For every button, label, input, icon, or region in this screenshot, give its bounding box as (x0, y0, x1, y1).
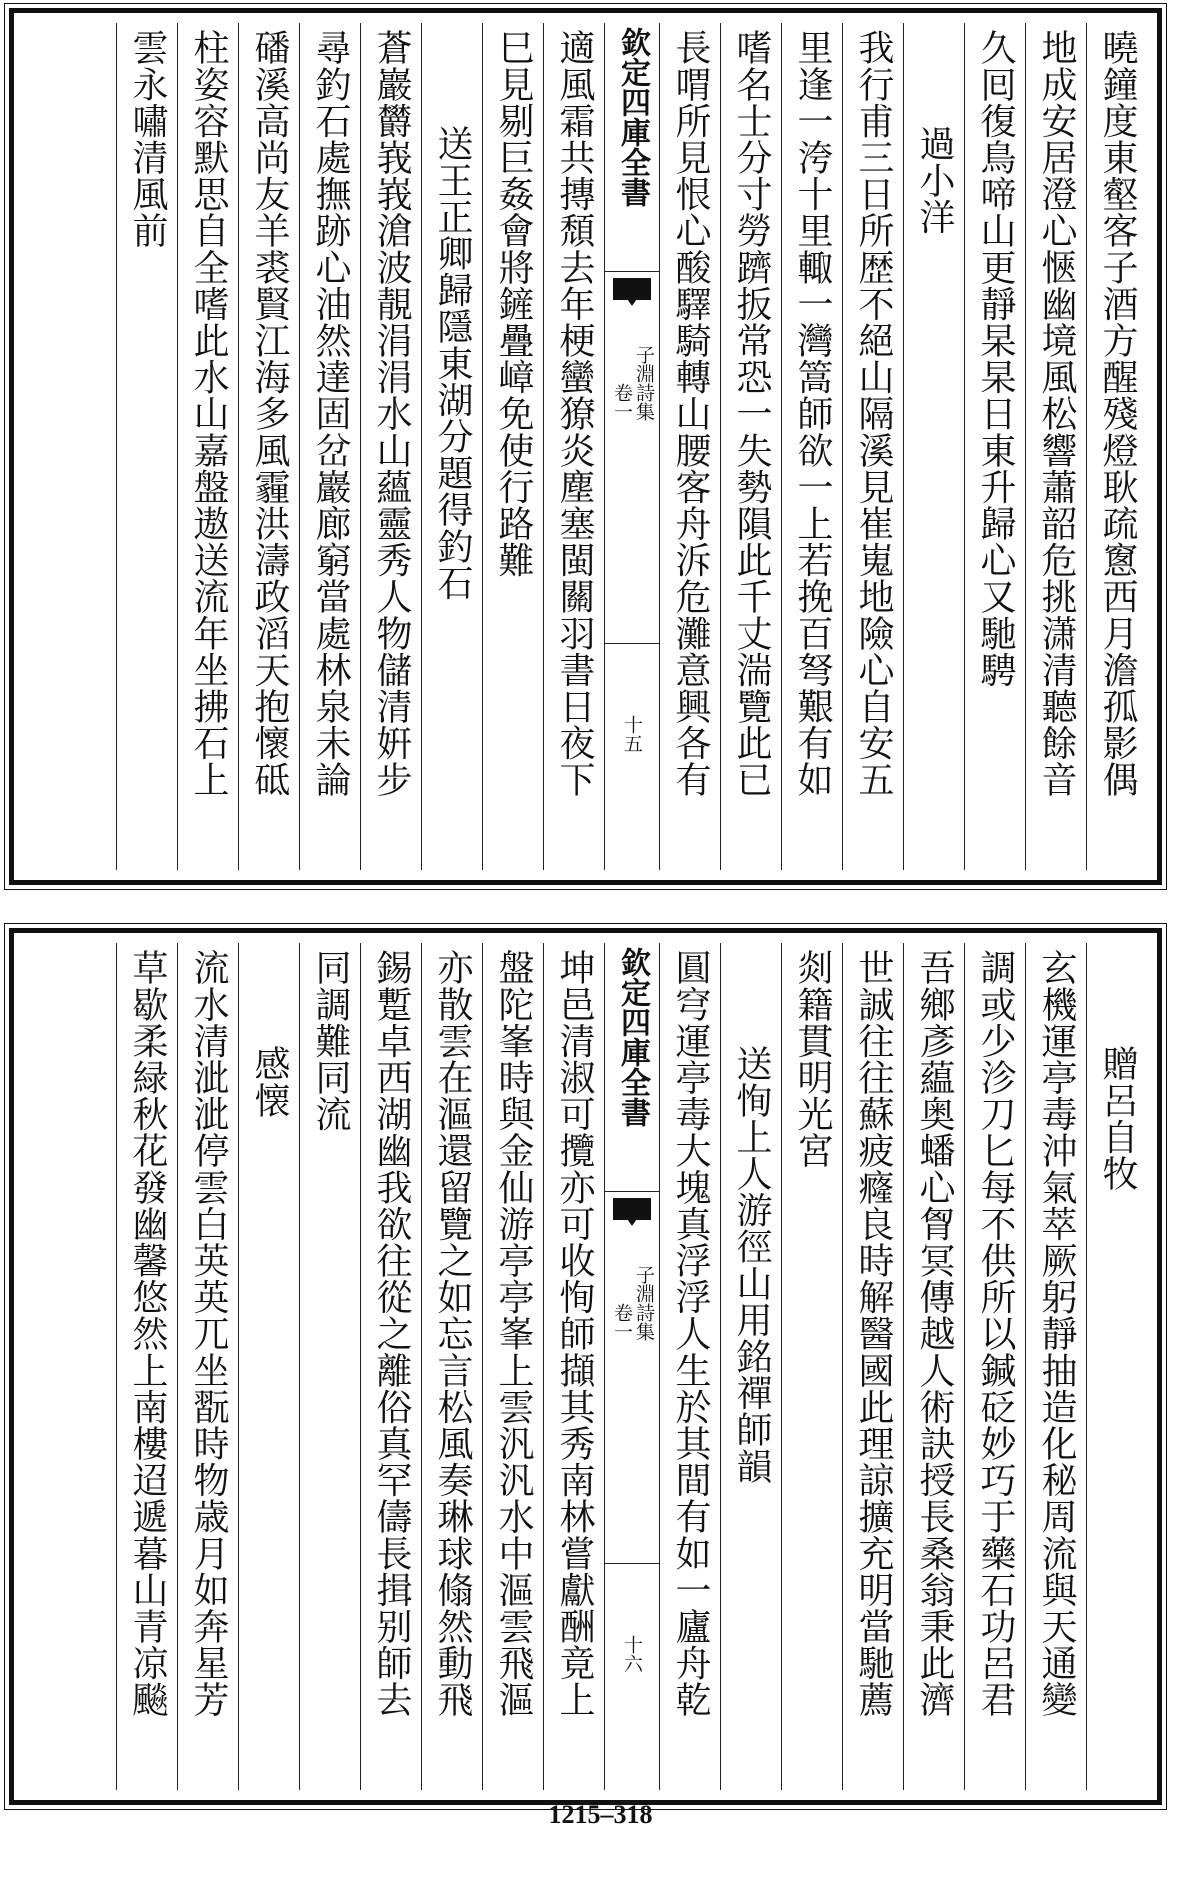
text-column (781, 23, 842, 870)
column-text: 巳見剔巨姦會將鏟疊嶂免使行路難 (493, 29, 534, 578)
column-text: 蒼巖欝峩峩滄波靚涓涓水山蘊靈秀人物儲清姸步 (371, 29, 412, 798)
text-column (482, 23, 543, 870)
column-text: 玄機運亭毒沖氣萃厥躬靜抽造化秘周流與天通變 (1036, 949, 1077, 1718)
text-column (842, 23, 903, 870)
column-text: 剡籍貫明光宮 (792, 949, 833, 1169)
column-text: 送王正卿歸隱東湖分題得釣石 (432, 125, 473, 601)
column-text: 嗜名士分寸勞躋扳常恐一失勢隕此千丈湍覽此已 (731, 29, 772, 798)
text-column (482, 943, 543, 1790)
text-column (659, 23, 720, 870)
column-text: 曉鐘度東壑客子酒方醒殘燈耿疏窻西月澹孤影偶 (1097, 29, 1138, 798)
column-text: 吾鄉彥藴奥蟠心胷冥傳越人術訣授長桑翁秉此濟 (914, 949, 955, 1718)
column-text: 亦散雲在漚還留覽之如忘言松風奏琳球翛然動飛 (432, 949, 473, 1718)
bottom-page-frame (9, 928, 1162, 1805)
text-column (1086, 943, 1147, 1790)
text-column (903, 943, 964, 1790)
column-text: 草歇柔緑秋花發幽馨悠然上南樓迢遞暮山青凉飈 (127, 949, 168, 1718)
column-text: 地成安居澄心愜幽境風松響蕭韶危挑潇清聽餘音 (1036, 29, 1077, 798)
text-column (421, 943, 482, 1790)
column-text: 過小洋 (914, 125, 955, 235)
column-text: 雲永嘯清風前 (127, 29, 168, 249)
text-column (238, 23, 299, 870)
column-text: 流水清泚泚停雲白英英兀坐翫時物歳月如奔星芳 (188, 949, 229, 1718)
top-page-frame (9, 8, 1162, 885)
fishtail-mark-icon (613, 1198, 651, 1220)
column-text: 磻溪高尚友羊裘賢江海多風霾洪濤政滔天抱懷砥 (249, 29, 290, 798)
column-text: 尋釣石處撫跡心油然達固岔巖廊窮當處林泉未論 (310, 29, 351, 798)
text-column (360, 943, 421, 1790)
margin-rule (605, 271, 659, 272)
text-column (781, 943, 842, 1790)
top-page-columns (24, 23, 1147, 870)
margin-rule (605, 1563, 659, 1564)
collection-header: 欽定四庫全書 (615, 947, 650, 1127)
text-column (543, 23, 604, 870)
column-text: 柱姿容默思自全嗜此水山嘉盤遨送流年坐拂石上 (188, 29, 229, 798)
text-column (1025, 943, 1086, 1790)
center-margin (604, 943, 659, 1790)
column-text: 久囘復鳥啼山更靜杲杲日東升歸心又馳騁 (975, 29, 1016, 688)
column-text: 我行甫三日所歴不絕山隔溪見崔嵬地險心自安五 (853, 29, 894, 798)
text-column (360, 23, 421, 870)
leaf-number: 十五 (621, 715, 643, 753)
margin-rule (605, 643, 659, 644)
book-title: 子淵詩集 (633, 1265, 655, 1341)
column-text: 送恂上人游徑山用銘禪師韻 (731, 1045, 772, 1485)
column-text: 贈呂自牧 (1097, 1045, 1138, 1192)
text-column (1025, 23, 1086, 870)
text-column (659, 943, 720, 1790)
column-text: 同調難同流 (310, 949, 351, 1132)
text-column (116, 23, 177, 870)
column-text: 感懐 (249, 1045, 290, 1119)
column-text: 適風霜共摶頹去年梗蠻獠炎塵塞閩關羽書日夜下 (554, 29, 595, 798)
center-margin (604, 23, 659, 870)
text-column (964, 943, 1025, 1790)
text-column (720, 23, 781, 870)
text-column (903, 23, 964, 870)
book-title: 子淵詩集 (633, 345, 655, 421)
text-column (421, 23, 482, 870)
text-column (720, 943, 781, 1790)
volume-label: 卷一 (611, 1303, 633, 1341)
text-column (964, 23, 1025, 870)
text-column (299, 943, 360, 1790)
margin-rule (605, 1191, 659, 1192)
text-column (177, 943, 238, 1790)
text-column (299, 23, 360, 870)
text-column (842, 943, 903, 1790)
column-text: 調或少沴刀匕每不供所以鍼砭妙巧于藥石功呂君 (975, 949, 1016, 1718)
column-text: 盤陀峯時與金仙游亭亭峯上雲汎汎水中漚雲飛漚 (493, 949, 534, 1718)
volume-label: 卷一 (611, 383, 633, 421)
leaf-number: 十六 (621, 1635, 643, 1673)
collection-header: 欽定四庫全書 (615, 27, 650, 207)
column-text: 世誠往往蘇疲癃良時解醫國此理諒擴充明當馳薦 (853, 949, 894, 1718)
text-column (177, 23, 238, 870)
fishtail-mark-icon (613, 278, 651, 300)
text-column (543, 943, 604, 1790)
text-column (1086, 23, 1147, 870)
column-text: 坤邑清淑可攬亦可收恂師擷其秀南林嘗獻酬竟上 (554, 949, 595, 1718)
column-text: 圓穹運亭毒大塊真浮浮人生於其間有如一廬舟乾 (670, 949, 711, 1718)
column-text: 錫蹔卓西湖幽我欲往從之離俗真罕儔長揖别師去 (371, 949, 412, 1718)
text-column (238, 943, 299, 1790)
column-text: 長喟所見恨心酸驛騎轉山腰客舟泝危灘意興各有 (670, 29, 711, 798)
bottom-page-columns (24, 943, 1147, 1790)
text-column (116, 943, 177, 1790)
column-text: 里逢一洿十里輙一灣篙師欲一上若挽百弩艱有如 (792, 29, 833, 798)
page-number: 1215–318 (548, 1800, 653, 1829)
